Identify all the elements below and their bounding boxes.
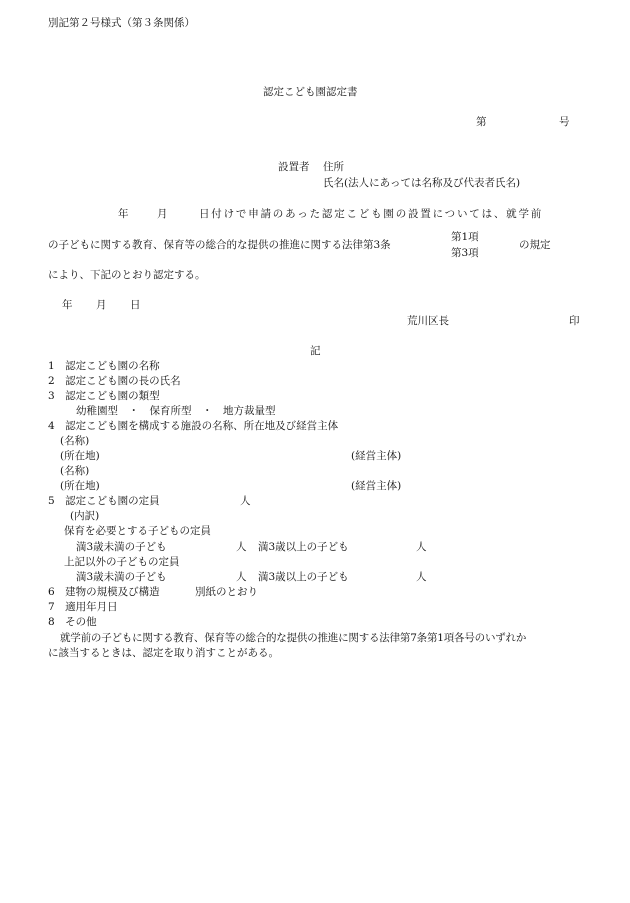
body-line2: の子どもに関する教育、保育等の総合的な提供の推進に関する法律第3条 (48, 239, 391, 251)
item-7: 7 適用年月日 (48, 601, 118, 613)
form-number-label: 別記第２号様式（第３条関係） (48, 17, 195, 29)
others-over3-label: 満3歳以上の子ども (258, 571, 349, 583)
facility-2-operator-label: (経営主体) (351, 480, 402, 492)
ki-heading: 記 (310, 345, 321, 357)
others-label: 上記以外の子どもの定員 (64, 556, 180, 568)
number-prefix: 第 (476, 116, 487, 128)
date-month: 月 (96, 299, 107, 311)
capacity-total-unit: 人 (240, 495, 251, 507)
others-under3-unit: 人 (236, 571, 247, 583)
clause-option-1: 第1項 (451, 231, 479, 243)
installer-label: 設置者 (278, 161, 310, 173)
needs-care-under3-label: 満3歳未満の子ども (76, 541, 167, 553)
facility-2-name-label: (名称) (60, 465, 90, 477)
installer-address-label: 住所 (323, 161, 344, 173)
issuer-name: 荒川区長 (407, 315, 449, 327)
item-6: 6 建物の規模及び構造 (48, 586, 160, 598)
item-6-value: 別紙のとおり (195, 586, 258, 598)
body-line3: により、下記のとおり認定する。 (48, 269, 206, 281)
date-day: 日 (130, 299, 141, 311)
needs-care-under3-unit: 人 (236, 541, 247, 553)
item-2: 2 認定こども園の長の氏名 (48, 375, 181, 387)
seal-mark: 印 (569, 315, 580, 327)
item-8-text-line1: 就学前の子どもに関する教育、保育等の総合的な提供の推進に関する法律第7条第1項各号のいずれか (60, 632, 527, 644)
needs-care-over3-unit: 人 (416, 541, 427, 553)
needs-care-label: 保育を必要とする子どもの定員 (64, 525, 211, 537)
date-year: 年 (62, 299, 73, 311)
breakdown-label: (内訳) (70, 510, 100, 522)
item-4: 4 認定こども園を構成する施設の名称、所在地及び経営主体 (48, 420, 339, 432)
item-1: 1 認定こども園の名称 (48, 360, 160, 372)
body-month: 月 (157, 208, 168, 220)
body-year: 年 (118, 208, 129, 220)
body-line2-end: の規定 (519, 239, 551, 251)
item-8: 8 その他 (48, 616, 97, 628)
installer-name-label: 氏名(法人にあっては名称及び代表者氏名) (323, 177, 521, 189)
others-under3-label: 満3歳未満の子ども (76, 571, 167, 583)
item-5: 5 認定こども園の定員 (48, 495, 160, 507)
facility-2-address-label: (所在地) (60, 480, 100, 492)
clause-option-3: 第3項 (451, 247, 479, 259)
item-3: 3 認定こども園の類型 (48, 390, 160, 402)
document-title: 認定こども園認定書 (263, 86, 358, 98)
number-suffix: 号 (559, 116, 570, 128)
needs-care-over3-label: 満3歳以上の子ども (258, 541, 349, 553)
facility-1-operator-label: (経営主体) (351, 450, 402, 462)
facility-1-name-label: (名称) (60, 435, 90, 447)
others-over3-unit: 人 (416, 571, 427, 583)
item-8-text-line2: に該当するときは、認定を取り消すことがある。 (48, 647, 279, 659)
item-3-options: 幼稚園型 ・ 保育所型 ・ 地方裁量型 (76, 405, 276, 417)
body-line1: 日付けで申請のあった認定こども園の設置については、就学前 (199, 208, 544, 220)
facility-1-address-label: (所在地) (60, 450, 100, 462)
